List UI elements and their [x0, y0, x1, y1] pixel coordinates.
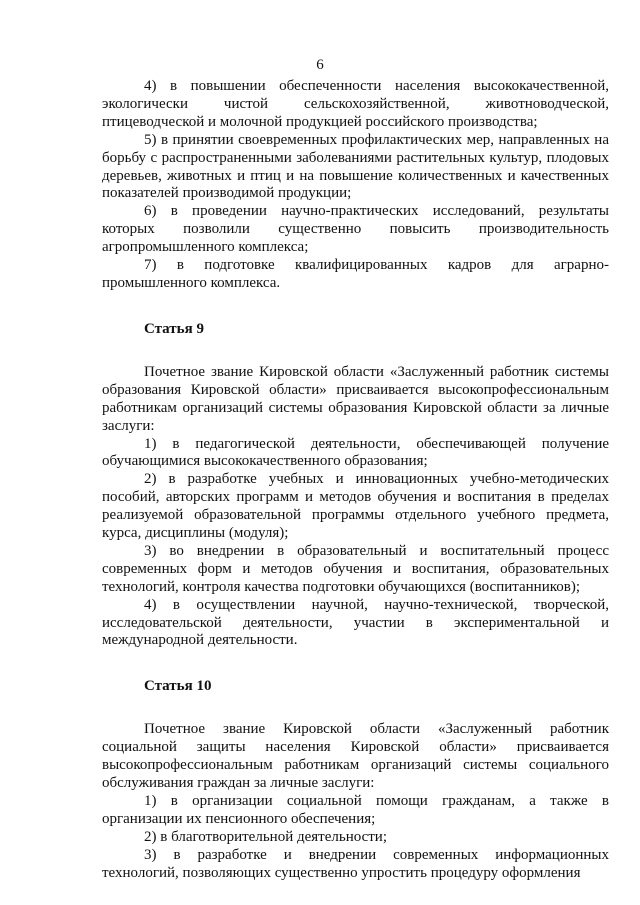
list-item: 7) в подготовке квалифицированных кадров для аграрно-промышленного комплекса.: [102, 257, 609, 291]
list-item: 5) в принятии своевременных профилактических мер, направленных на борьбу с распространенными заболеваниями растительных культур, плодовых деревьев, животных и птиц и на повышение количественных и качественных показателей производимой продукции;: [102, 131, 609, 202]
article-10-intro: Почетное звание Кировской области «Заслуженный работник социальной защиты населения Кировской области» присваивается высокопрофессиональным работникам организаций системы социального обслуживания граждан за личные заслуги:: [102, 721, 609, 792]
list-item: 4) в повышении обеспеченности населения высококачественной, экологически чистой сельскохозяйственной, животноводческой, птицеводческой и молочной продукцией российского производства;: [102, 78, 609, 130]
article-9-intro: Почетное звание Кировской области «Заслуженный работник системы образования Кировской области» присваивается высокопрофессиональным работникам организаций системы образования Кировской области за личные заслуги:: [102, 363, 609, 434]
article-9-heading: Статья 9: [144, 320, 204, 337]
list-item: 3) в разработке и внедрении современных информационных технологий, позволяющих существенно упростить процедуру оформления: [102, 846, 609, 881]
list-item: 2) в разработке учебных и инновационных учебно-методических пособий, авторских программ и методов обучения и воспитания в пределах реализуемой образовательной программы отдельного учебного предмета, курса, дисциплины (модуля);: [102, 471, 609, 542]
page-number: 6: [316, 57, 324, 73]
list-item: 6) в проведении научно-практических исследований, результаты которых позволили существенно повысить производительность агропромышленного комплекса;: [102, 203, 609, 256]
list-item: 2) в благотворительной деятельности;: [144, 828, 388, 845]
list-item: 3) во внедрении в образовательный и воспитательный процесс современных форм и методов обучения и воспитания, образовательных технологий, контроля качества подготовки обучающихся (воспитанников);: [102, 542, 609, 595]
article-10-heading: Статья 10: [144, 678, 212, 695]
list-item: 1) в организации социальной помощи гражданам, а также в организации их пенсионного обеспечения;: [102, 793, 609, 827]
list-item: 4) в осуществлении научной, научно-технической, творческой, исследовательской деятельности, участии в экспериментальной и международной деятельности.: [102, 596, 609, 649]
document-body: [102, 78, 609, 883]
list-item: 1) в педагогической деятельности, обеспечивающей получение обучающимися высококачественного образования;: [102, 435, 609, 470]
